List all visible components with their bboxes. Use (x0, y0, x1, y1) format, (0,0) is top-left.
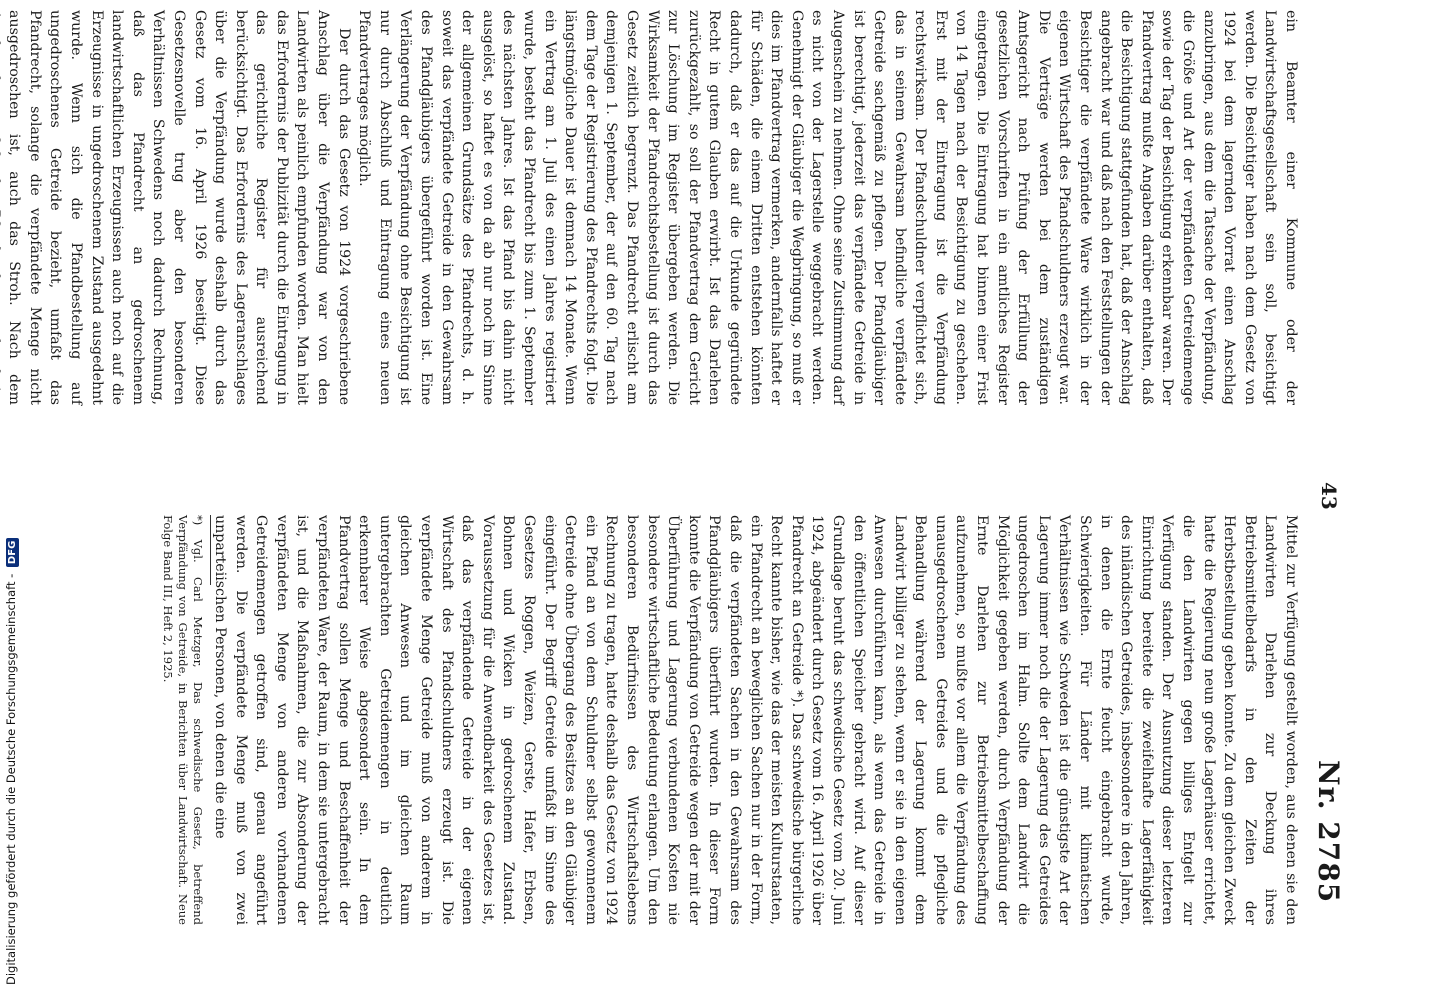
credit-text: Digitalisierung gefördert durch die Deutsche Forschungsgemeinschaft - (4, 573, 18, 985)
digitization-sidebar (0, 0, 28, 1000)
dfg-logo-icon: DFG (6, 538, 19, 567)
footnote-divider (210, 515, 211, 585)
footnote: *) Vgl. Carl Metzger, Das schwedische Gesetz, betreffend Verpfändung von Getreide, in Berichten über Landwirtschaft. Neue Folge Band III, Heft 2, 1925. (161, 515, 205, 925)
page-number: 43 (1317, 482, 1341, 510)
right-text-column (0, 10, 1301, 405)
issue-number: Nr. 2785 (1312, 760, 1345, 904)
digitization-credit (4, 538, 19, 985)
left-text-column (210, 515, 1301, 925)
paragraph: ein Beamter einer Kommune oder der Landwirtschaftsgesellschaft sein soll, besichtigt werden. Die Besichtiger haben nach dem Gesetz von 1924 bei dem lagernden Vorrat einen Anschlag anzubringen, aus dem die Tatsache der Verpfändung, die Größe und Art der verpfändeten Getreidemenge sowie der Tag der Besichtigung erkennbar waren. Der Pfandvertrag mußte Angaben darüber enthalten, daß die Besichtigung stattgefunden hat, daß der Anschlag angebracht war und daß nach den Feststellungen der Besichtiger die verpfändete Ware wirklich in der eigenen Wirtschaft des Pfandschuldners erzeugt war. Die Verträge werden bei dem zuständigen Amtsgericht nach Prüfung der Erfüllung der gesetzlichen Vorschriften in ein amtliches Register eingetragen. Die Eintragung hat binnen einer Frist von 14 Tagen nach der Besichtigung zu geschehen. Erst mit der Eintragung ist die Verpfändung rechtswirksam. Der Pfandschuldner verpflichtet sich, das in seinem Gewahrsam befindliche verpfändete Getreide sachgemäß zu pflegen. Der Pfandgläubiger ist berechtigt, jederzeit das verpfändete Getreide in Augenschein zu nehmen. Ohne seine Zustimmung darf es nicht von der Lagerstelle weggebracht werden. Genehmigt der Gläubiger die Wegbringung, so muß er dies im Pfandvertrag vermerken, andernfalls haftet er für Schäden, die einem Dritten entstehen könnten dadurch, daß er das auf die Urkunde gegründete Recht in gutem Glauben erwirbt. Ist das Darlehen zurückgezahlt, so soll der Pfandvertrag dem Gericht zur Löschung im Register übergeben werden. Die Wirksamkeit der Pfandrechtsbestellung ist durch das Gesetz zeitlich begrenzt. Das Pfandrecht erlischt am demjenigen 1. September, der auf den 60. Tag nach dem Tage der Registrierung des Pfandrechts folgt. Die längstmögliche Dauer ist demnach 14 Monate. Wenn ein Vertrag am 1. Juli des einen Jahres registriert wurde, besteht das Pfandrecht bis zum 1. September des nächsten Jahres. Ist das Pfand bis dahin nicht ausgelöst, so haftet es von da ab nur noch im Sinne der allgemeinen Grundsätze des Pfandrechts, d. h. soweit das verpfändete Getreide in den Gewahrsam des Pfandgläubigers übergeführt worden ist. Eine Verlängerung der Verpfändung ohne Besichtigung ist nur durch Abschluß und Eintragung eines neuen Pfandvertrages möglich. (356, 10, 1299, 405)
paragraph: Der durch das Gesetz von 1924 vorgeschriebene Anschlag über die Verpfändung war von den Landwirten als peinlich empfunden worden. Man hielt das Erfordernis der Publizität durch die Eintragung in das gerichtliche Register für ausreichend berücksichtigt. Das Erfordernis des Lageranschlages über die Verpfändung wurde deshalb durch das Gesetz vom 16. April 1926 beseitigt. Diese Gesetzesnovelle trug aber den besonderen Verhältnissen Schwedens noch dadurch Rechnung, daß das Pfandrecht an gedroschenem landwirtschaftlichen Erzeugnissen auch noch auf die Erzeugnisse in ungedroschenem Zustand ausgedehnt wurde. Wenn sich die Pfandbestellung auf ungedroschenes Getreide bezieht, umfaßt das Pfandrecht, solange die verpfändete Menge nicht ausgedroschen ist, auch das Stroh. Nach dem (6, 10, 352, 405)
paragraph: Mittel zur Verfügung gestellt worden, aus denen sie den Landwirten Darlehen zur Deckung ihres Betriebsmittelbedarfs in den Zeiten der Herbstbestellung geben konnte. Zu dem gleichen Zweck hatte die Regierung neun große Lagerhäuser errichtet, die den Landwirten gegen billiges Entgelt zur Verfügung standen. Der Ausnutzung dieser letzteren Einrichtung bereitete die zweifelhafte Lagerfähigkeit des inländischen Getreides, insbesondere in den Jahren, in denen die Ernte feucht eingebracht wurde, Schwierigkeiten. Für Länder mit klimatischen Verhältnissen wie Schweden ist die günstigste Art der Lagerung immer noch die der Lagerung des Getreides ungedroschen im Halm. Sollte dem Landwirt die Möglichkeit gegeben werden, durch Verpfändung der Ernte Darlehen zur Betriebsmittelbeschaffung aufzunehmen, so mußte vor allem die Verpfändung des unausgedroschenen Getreides und die pflegliche Behandlung während der Lagerung kommt dem Landwirt billiger zu stehen, wenn er sie in den eigenen Anwesen durchführen kann, als wenn das Getreide in den öffentlichen Speicher gebracht wird. Auf dieser Grundlage beruht das schwedische Gesetz vom 20. Juni 1924, abgeändert durch Gesetz vom 16. April 1926 über Pfandrecht an Getreide *). Das schwedische bürgerliche Recht kannte bisher, wie das der meisten Kulturstaaten, ein Pfandrecht an beweglichen Sachen nur in der Form, daß die verpfändeten Sachen in den Gewahrsam des Pfandgläubigers überführt wurden. In dieser Form konnte die Verpfändung von Getreide wegen der mit der Überführung und Lagerung verbundenen Kosten nie besondere wirtschaftliche Bedeutung erlangen. Um den besonderen Bedürfnissen des Wirtschaftslebens Rechnung zu tragen, hatte deshalb das Gesetz von 1924 ein Pfand an von dem Schuldner selbst gewonnenem Getreide ohne Übergang des Besitzes an den Gläubiger eingeführt. Der Begriff Getreide umfaßt im Sinne des Gesetzes Roggen, Weizen, Gerste, Hafer, Erbsen, Bohnen und Wicken in gedroschenem Zustand. Voraussetzung für die Anwendbarkeit des Gesetzes ist, daß das verpfändende Getreide in der eigenen Wirtschaft des Pfandschuldners erzeugt ist. Die verpfändete Menge Getreide muß von anderem in gleichen Anwesen und im gleichen Raum untergebrachten Getreidemengen in deutlich erkennbarer Weise abgesondert sein. In dem Pfandvertrag sollen Menge und Beschaffenheit der verpfändeten Ware, der Raum, in dem sie untergebracht ist, und die Maßnahmen, die zur Absonderung der verpfändeten Menge von anderen vorhandenen Getreidemengen getroffen sind, genau angeführt werden. Die verpfändete Menge muß von zwei unparteiischen Personen, von denen die eine (212, 515, 1299, 925)
